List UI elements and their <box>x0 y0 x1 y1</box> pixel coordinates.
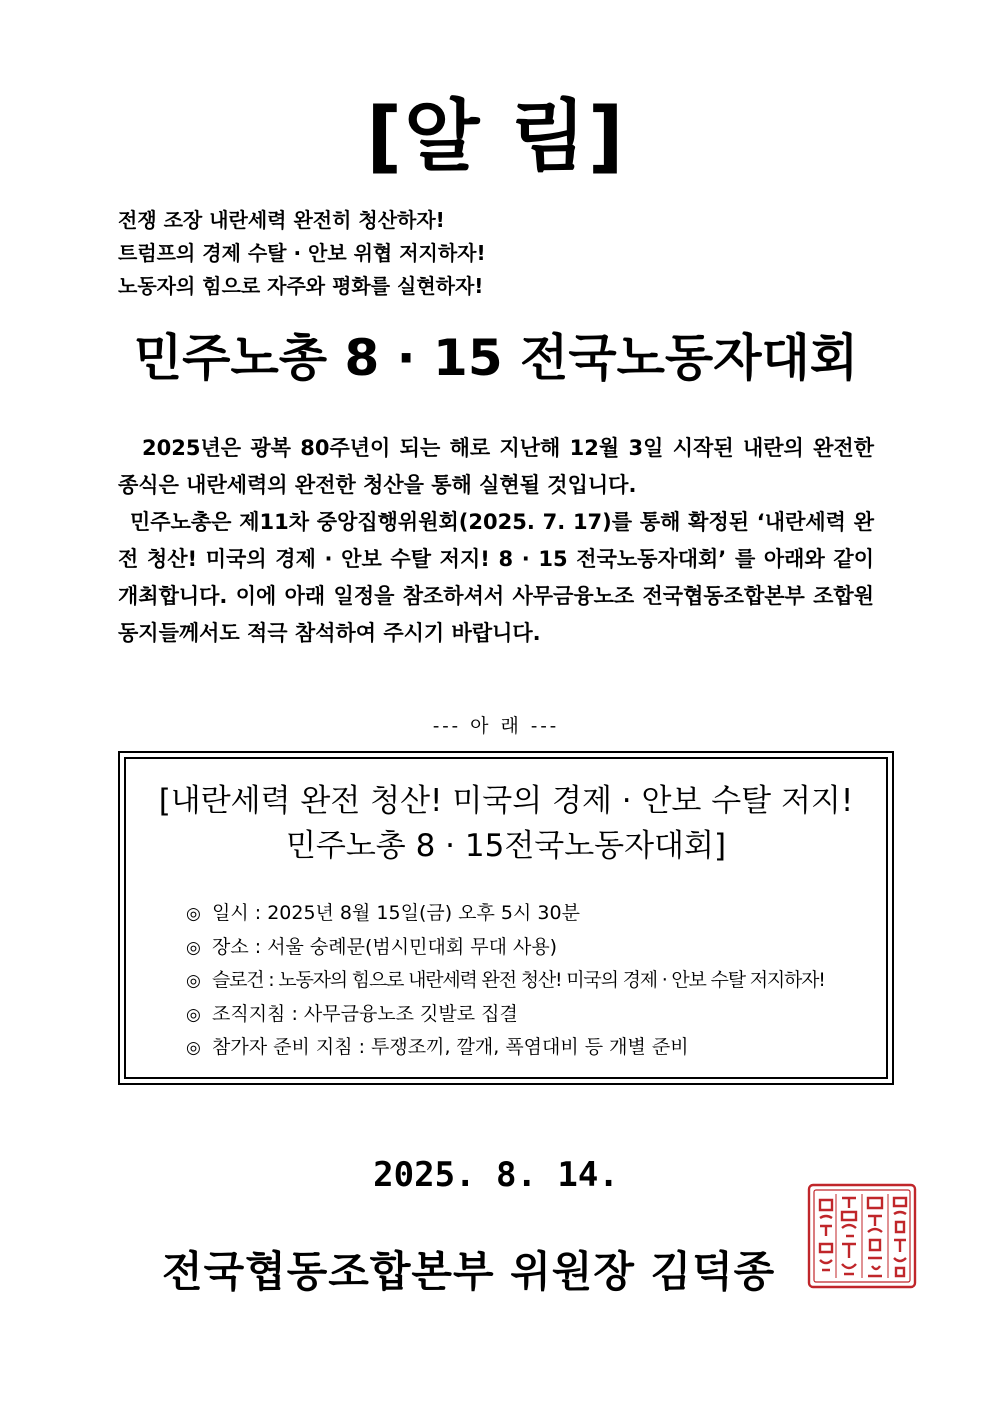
event-detail-item <box>186 931 825 965</box>
body-text <box>118 430 874 652</box>
slogan-line: 노동자의 힘으로 자주와 평화를 실현하자! <box>118 274 484 298</box>
event-detail-list <box>186 897 825 1065</box>
notice-title: [알 림] <box>366 92 626 182</box>
body-paragraph: 민주노총은 제11차 중앙집행위원회(2025. 7. 17)를 통해 확정된 ‘내란세력 완전 청산! 미국의 경제 · 안보 수탈 저지! 8 · 15 전국노동자대회’ 를 아래와 같이 개최합니다. 이에 아래 일정을 참조하셔서 사무금융노조 전국협동조합본부 조합원 동지들께서도 적극 참석하여 주시기 바랍니다. <box>118 510 874 645</box>
event-detail-text: 참가자 준비 지침 : 투쟁조끼, 깔개, 폭염대비 등 개별 준비 <box>212 1036 689 1058</box>
event-detail-title-line: 민주노총 8 · 15전국노동자대회] <box>285 828 727 864</box>
bullet-icon: ◎ <box>186 937 201 958</box>
event-detail-item <box>186 964 825 998</box>
bullet-icon: ◎ <box>186 971 201 991</box>
event-detail-text: 일시 : 2025년 8월 15일(금) 오후 5시 30분 <box>212 902 580 924</box>
event-detail-text: 슬로건 : 노동자의 힘으로 내란세력 완전 청산! 미국의 경제 · 안보 수탈 저지하자! <box>212 969 825 991</box>
event-detail-text: 장소 : 서울 숭례문(범시민대회 무대 사용) <box>212 935 558 958</box>
event-detail-item <box>186 897 825 931</box>
event-detail-title-line: [내란세력 완전 청산! 미국의 경제 · 안보 수탈 저지! <box>158 783 854 819</box>
notice-date: 2025. 8. 14. <box>373 1155 619 1195</box>
event-detail-item <box>186 998 825 1032</box>
event-detail-box <box>118 751 894 1085</box>
slogan-list <box>118 204 486 303</box>
event-detail-box-inner <box>124 757 888 1079</box>
official-seal-stamp <box>806 1182 918 1290</box>
event-detail-title <box>126 779 886 869</box>
bullet-icon: ◎ <box>186 1038 201 1058</box>
signature: 전국협동조합본부 위원장 김덕종 <box>162 1247 776 1296</box>
event-detail-item <box>186 1031 825 1065</box>
slogan-line: 전쟁 조장 내란세력 완전히 청산하자! <box>118 208 445 232</box>
bullet-icon: ◎ <box>186 904 201 924</box>
event-heading: 민주노총 8 · 15 전국노동자대회 <box>133 329 859 387</box>
bullet-icon: ◎ <box>186 1004 201 1025</box>
body-paragraph: 2025년은 광복 80주년이 되는 해로 지난해 12월 3일 시작된 내란의 완전한 종식은 내란세력의 완전한 청산을 통해 실현될 것입니다. <box>118 436 874 497</box>
below-label: --- 아 래 --- <box>432 715 560 737</box>
event-detail-text: 조직지침 : 사무금융노조 깃발로 집결 <box>212 1002 518 1025</box>
slogan-line: 트럼프의 경제 수탈 · 안보 위협 저지하자! <box>118 241 486 265</box>
